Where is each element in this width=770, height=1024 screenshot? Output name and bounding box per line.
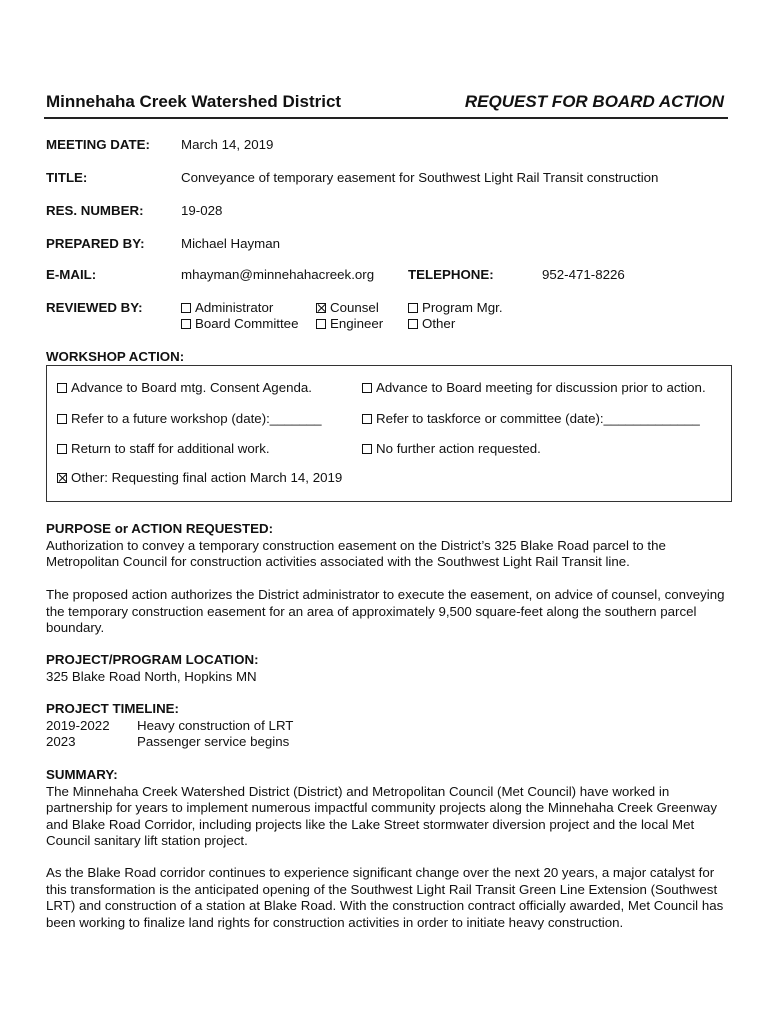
- purpose-paragraph-1: Authorization to convey a temporary construction easement on the District’s 325 Blake Road parcel to the Metropolitan Council for construction activities associated with the Southwest Light Rail Transit line.: [46, 537, 666, 569]
- workshop-consent-agenda[interactable]: Advance to Board mtg. Consent Agenda.: [57, 380, 312, 395]
- telephone-value: 952-471-8226: [542, 267, 625, 282]
- res-number-value: 19-028: [181, 203, 223, 218]
- checkbox-icon[interactable]: [181, 303, 191, 313]
- telephone-label: TELEPHONE:: [408, 267, 494, 282]
- summary-paragraph-1: The Minnehaha Creek Watershed District (District) and Metropolitan Council (Met Council) have worked in partnership for years to implement numerous impactful community projects along the Minnehaha Creek Greenway and Blake Road Corridor, including projects like the Lake Street stormwater diversion project and the local Met Council sanitary lift station project.: [46, 783, 718, 848]
- meeting-date-value: March 14, 2019: [181, 137, 274, 152]
- timeline-text: Heavy construction of LRT: [137, 717, 294, 733]
- location-heading: PROJECT/PROGRAM LOCATION:: [46, 652, 259, 667]
- document-type: REQUEST FOR BOARD ACTION: [464, 92, 724, 111]
- timeline-year: 2019-2022: [46, 717, 110, 733]
- summary-heading: SUMMARY:: [46, 767, 118, 782]
- checkbox-icon[interactable]: [181, 319, 191, 329]
- purpose-paragraph-2: The proposed action authorizes the District administrator to execute the easement, on advice of counsel, conveying the temporary construction easement for an area of approximately 9,500 square-feet along the southern parcel boundary.: [46, 587, 725, 635]
- checkbox-icon[interactable]: [316, 319, 326, 329]
- location-section: [46, 652, 730, 685]
- header-divider: [44, 117, 728, 119]
- reviewed-program-mgr[interactable]: Program Mgr.: [408, 300, 503, 315]
- summary-paragraph-2: As the Blake Road corridor continues to experience significant change over the next 20 years, a major catalyst for this transformation is the anticipated opening of the Southwest Light Rail Transit Green Line Extension (Southwest LRT) and construction of a station at Blake Road. With the construction contract officially awarded, Met Council has been working to finalize land rights for construction activities in order to initiate heavy construction.: [46, 865, 724, 930]
- workshop-discussion[interactable]: Advance to Board meeting for discussion prior to action.: [362, 380, 706, 395]
- workshop-taskforce[interactable]: Refer to taskforce or committee (date):_____________: [362, 411, 700, 426]
- title-value: Conveyance of temporary easement for Southwest Light Rail Transit construction: [181, 170, 659, 185]
- org-name: Minnehaha Creek Watershed District: [46, 92, 342, 111]
- checked-box-icon[interactable]: [57, 473, 67, 483]
- checkbox-icon[interactable]: [57, 414, 67, 424]
- checkbox-icon[interactable]: [408, 319, 418, 329]
- summary-section: [46, 767, 730, 850]
- timeline-year: 2023: [46, 734, 76, 749]
- workshop-other[interactable]: Other: Requesting final action March 14, 2019: [57, 470, 342, 485]
- meeting-date-label: MEETING DATE:: [46, 137, 150, 152]
- workshop-no-further[interactable]: No further action requested.: [362, 441, 541, 456]
- checkbox-icon[interactable]: [362, 383, 372, 393]
- reviewed-administrator[interactable]: Administrator: [181, 300, 273, 315]
- checkbox-icon[interactable]: [362, 444, 372, 454]
- workshop-future-workshop[interactable]: Refer to a future workshop (date):_______: [57, 411, 322, 426]
- checkbox-icon[interactable]: [362, 414, 372, 424]
- reviewed-by-label: REVIEWED BY:: [46, 300, 143, 315]
- res-number-label: RES. NUMBER:: [46, 203, 144, 218]
- reviewed-other[interactable]: Other: [408, 316, 455, 331]
- email-value: mhayman@minnehahacreek.org: [181, 267, 375, 282]
- reviewed-board-committee[interactable]: Board Committee: [181, 316, 298, 331]
- timeline-heading: PROJECT TIMELINE:: [46, 701, 179, 716]
- email-label: E-MAIL:: [46, 267, 97, 282]
- reviewed-engineer[interactable]: Engineer: [316, 316, 383, 331]
- checkbox-icon[interactable]: [408, 303, 418, 313]
- purpose-section: [46, 521, 730, 571]
- purpose-heading: PURPOSE or ACTION REQUESTED:: [46, 521, 274, 536]
- timeline-row: [46, 734, 730, 751]
- checked-box-icon[interactable]: [316, 303, 326, 313]
- prepared-by-value: Michael Hayman: [181, 236, 281, 251]
- timeline-text: Passenger service begins: [137, 734, 290, 749]
- workshop-action-heading: WORKSHOP ACTION:: [46, 349, 185, 364]
- timeline-row: [46, 718, 730, 735]
- prepared-by-label: PREPARED BY:: [46, 236, 145, 251]
- title-label: TITLE:: [46, 170, 88, 185]
- reviewed-counsel[interactable]: Counsel: [316, 300, 379, 315]
- timeline-section: [46, 701, 730, 751]
- workshop-return-staff[interactable]: Return to staff for additional work.: [57, 441, 270, 456]
- checkbox-icon[interactable]: [57, 444, 67, 454]
- location-text: 325 Blake Road North, Hopkins MN: [46, 668, 257, 684]
- checkbox-icon[interactable]: [57, 383, 67, 393]
